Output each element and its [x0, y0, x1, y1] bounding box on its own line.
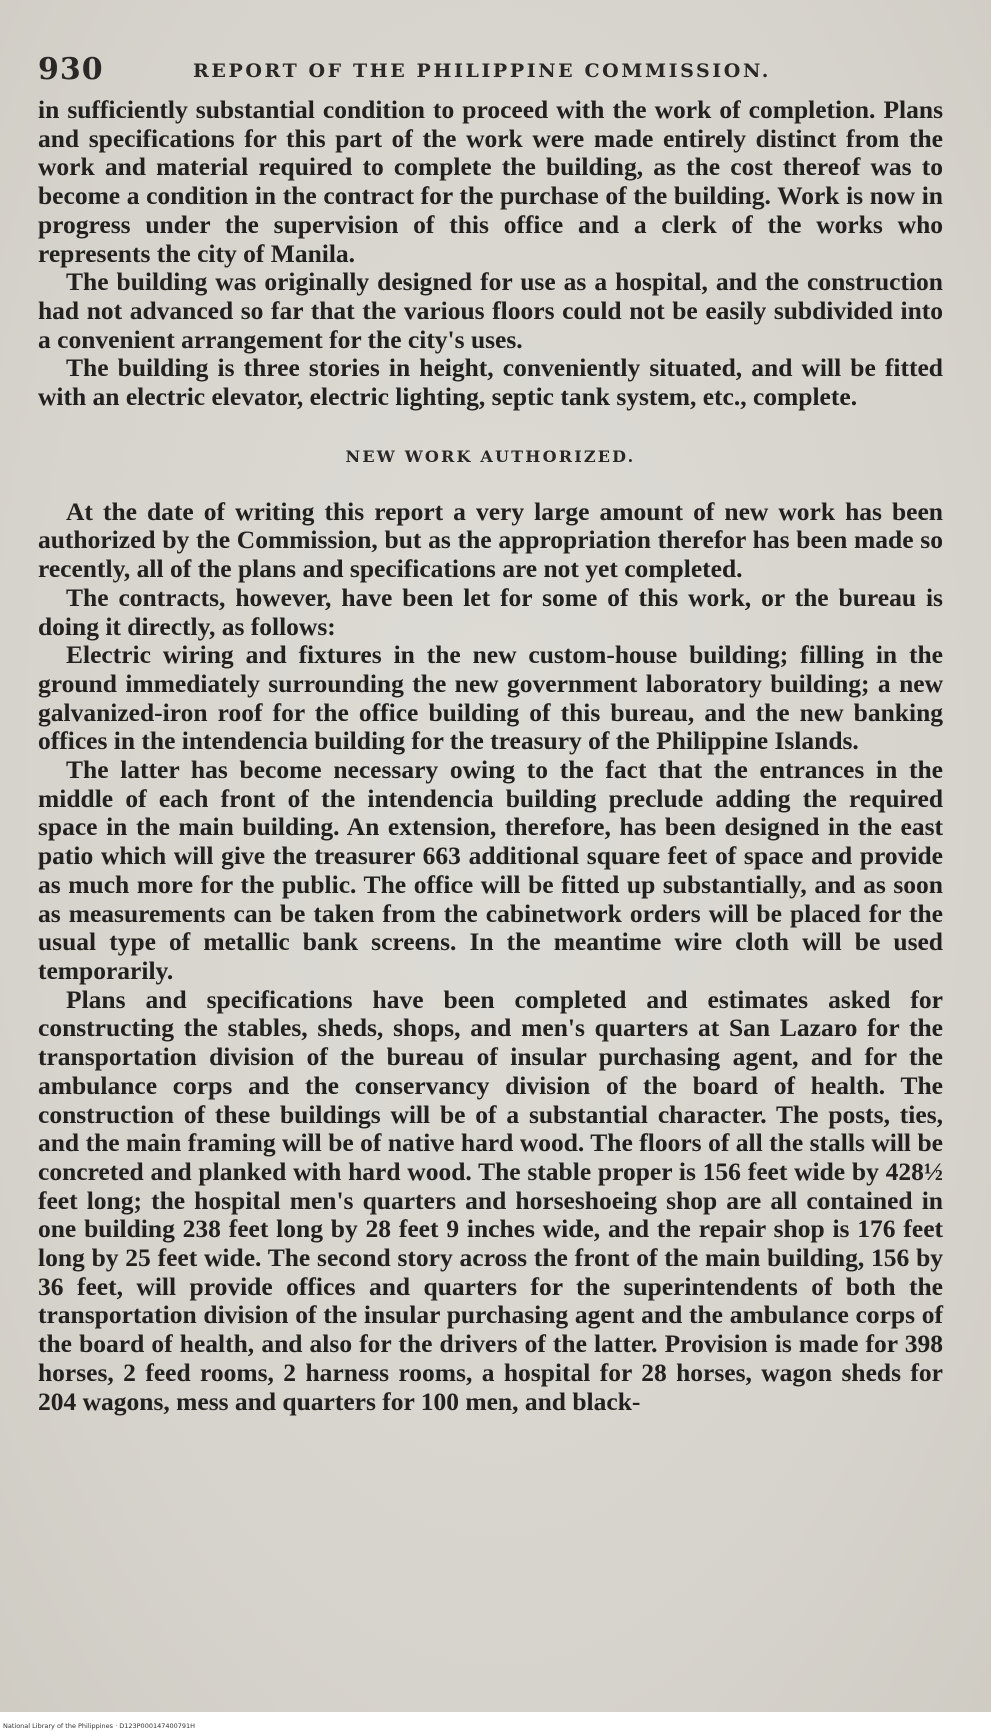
- running-title: REPORT OF THE PHILIPPINE COMMISSION.: [193, 60, 771, 82]
- paragraph-hospital-design: The building was originally designed for use as a hospital, and the construction had not advanced so far that the various floors could not be easily subdivided into a convenient arrangement for the city's uses.: [38, 267, 943, 354]
- paragraph-intendencia: The latter has become necessary owing to the fact that the entrances in the middle of each front of the intendencia building preclude adding the required space in the main building. An extension, therefore, has been designed in the east patio which will give the treasurer 663 additional square feet of space and provide as much more for the public. The office will be fitted up substantially, and as soon as measurements can be taken from the cabinetwork orders will be placed for the usual type of metallic bank screens. In the meantime wire cloth will be used temporarily.: [38, 755, 943, 985]
- paragraph-electric-wiring: Electric wiring and fixtures in the new custom-house building; filling in the ground immediately surrounding the new government laboratory building; a new galvanized-iron roof for the office building of this bureau, and the new banking offices in the intendencia building for the treasury of the Philippine Islands.: [38, 640, 943, 756]
- scan-footer-text: National Library of the Philippines · D123P000147400791H: [3, 1722, 196, 1730]
- running-head: [38, 52, 943, 92]
- paragraph-building-height: The building is three stories in height, conveniently situated, and will be fitted with an electric elevator, electric lighting, septic tank system, etc., complete.: [38, 353, 943, 412]
- paragraph-contracts: The contracts, however, have been let for some of this work, or the bureau is doing it directly, as follows:: [38, 582, 943, 641]
- paragraph-date-of-writing: At the date of writing this report a very large amount of new work has been authorized by the Commission, but as the appropriation therefor has been made so recently, all of the plans and specifications are not yet completed.: [38, 496, 943, 584]
- paragraph-stables: Plans and specifications have been completed and estimates asked for constructing the stables, sheds, shops, and men's quarters at San Lazaro for the transportation division of the bureau of insular purchasing agent, and for the ambulance corps and the conservancy division of the board of health. The construction of these buildings will be of a substantial character. The posts, ties, and the main framing will be of native hard wood. The floors of all the stalls will be concreted and planked with hard wood. The stable proper is 156 feet wide by 428½ feet long; the hospital men's quarters and horseshoeing shop are all contained in one building 238 feet long by 28 feet 9 inches wide, and the repair shop is 176 feet long by 25 feet wide. The second story across the front of the main building, 156 by 36 feet, will provide offices and quarters for the superintendents of both the transportation division of the insular purchasing agent and the ambulance corps of the board of health, and also for the drivers of the latter. Provision is made for 398 horses, 2 feed rooms, 2 harness rooms, a hospital for 28 horses, wagon sheds for 204 wagons, mess and quarters for 100 men, and black-: [38, 984, 943, 1416]
- paragraph-continuation: in sufficiently substantial condition to proceed with the work of completion. Plans and specifications for this part of the work were made entirely distinct from the work and material required to complete the building, as the cost thereof was to become a condition in the contract for the purchase of the building. Work is now in progress under the supervision of this office and a clerk of the works who represents the city of Manila.: [38, 95, 943, 268]
- page-number: 930: [38, 52, 104, 87]
- page-content: [38, 52, 943, 1416]
- section-heading: NEW WORK AUTHORIZED.: [345, 446, 636, 466]
